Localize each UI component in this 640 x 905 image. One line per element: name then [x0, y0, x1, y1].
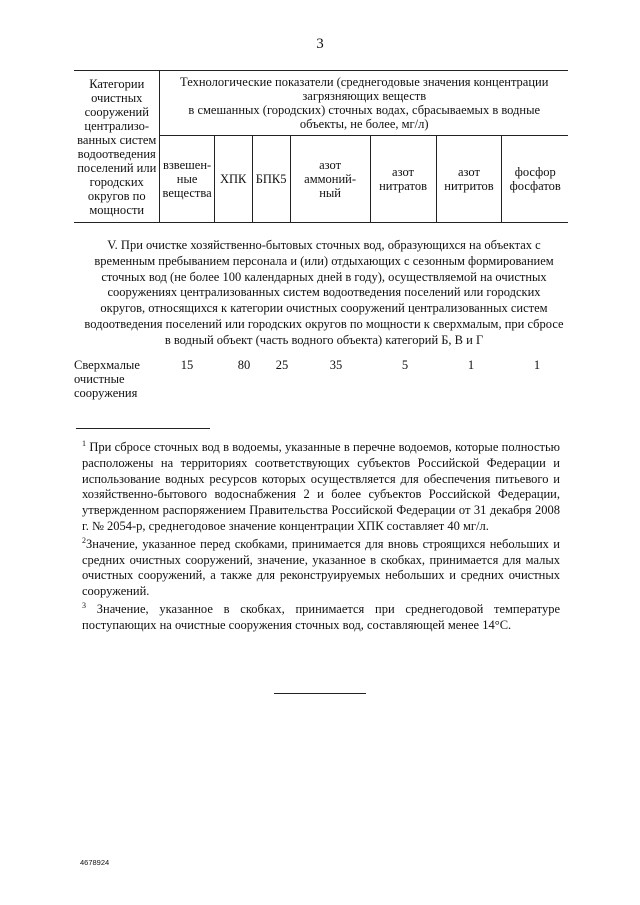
footnote-3: $^3$ Значение, указанное в скобках, принимается при среднегодовой температуре поступающих на очистные сооружения сточных вод, составляющей менее 14°С.: [82, 600, 560, 632]
end-divider: [274, 693, 366, 694]
value-ammonium-nitrogen: 35: [329, 358, 343, 372]
category-header: Категории очистных сооружений централизо- ванных систем водоотведения поселений или городских округов по мощности: [74, 71, 160, 223]
footnote-1: $^1$ При сбросе сточных вод в водоемы, указанные в перечне водоемов, которые полностью расположены на территориях соответствующих субъектов Российской Федерации и использование водных ресурсов которых осуществляется для обеспечения питьевого и хозяйственно-бытового водоснабжения 2 и более субъектов Российской Федерации, утвержденном распоряжением Правительства Российской Федерации от 31 декабря 2008 г. № 2054-р, среднегодовое значение концентрации ХПК составляет 40 мг/л.: [82, 438, 560, 533]
column-cod: ХПК: [214, 136, 252, 223]
column-bod5: БПК5: [252, 136, 290, 223]
value-cod: 80: [237, 358, 251, 372]
value-nitrite-nitrogen: 1: [467, 358, 475, 372]
footnotes: [82, 440, 560, 636]
value-bod5: 25: [275, 358, 289, 372]
tech-indicators-header: Технологические показатели (среднегодовые значения концентрации загрязняющих веществ в смешанных (городских) сточных водах, сбрасываемых в водные объекты, не более, мг/л): [160, 71, 568, 136]
column-suspended-solids: взвешен- ные вещества: [160, 136, 214, 223]
column-nitrite-nitrogen: азот нитритов: [436, 136, 502, 223]
value-suspended-solids: 15: [180, 358, 194, 372]
page-number: 3: [316, 36, 324, 52]
column-nitrate-nitrogen: азот нитратов: [370, 136, 436, 223]
document-id: 4678924: [80, 858, 110, 867]
value-nitrate-nitrogen: 5: [401, 358, 409, 372]
header-table: [74, 70, 568, 223]
value-phosphate-phosphorus: 1: [533, 358, 541, 372]
footnote-2: $^2$Значение, указанное перед скобками, принимается для вновь строящихся небольших и средних очистных сооружений, значение, указанное в скобках, принимается для малых очистных сооружений, а также для реконструируемых небольших и средних очистных сооружений.: [82, 535, 560, 599]
column-phosphate-phosphorus: фосфор фосфатов: [502, 136, 568, 223]
section-heading: V. При очистке хозяйственно-бытовых сточных вод, образующихся на объектах с временным пребыванием персонала и (или) отдыхающих с сезонным формированием сточных вод (не более 100 календарных дней в году), осуществляемой на очистных сооружениях централизованных систем водоотведения поселений или городских округов, относящихся к категории очистных сооружений централизованных систем водоотведения поселений или городских округов по мощности к сверхмалым, при сбросе в водный объект (часть водного объекта) категорий Б, В и Г: [84, 238, 564, 347]
row-label: Сверхмалые очистные сооружения: [74, 358, 140, 400]
footnote-divider: [76, 428, 210, 429]
column-ammonium-nitrogen: азот аммоний- ный: [290, 136, 370, 223]
